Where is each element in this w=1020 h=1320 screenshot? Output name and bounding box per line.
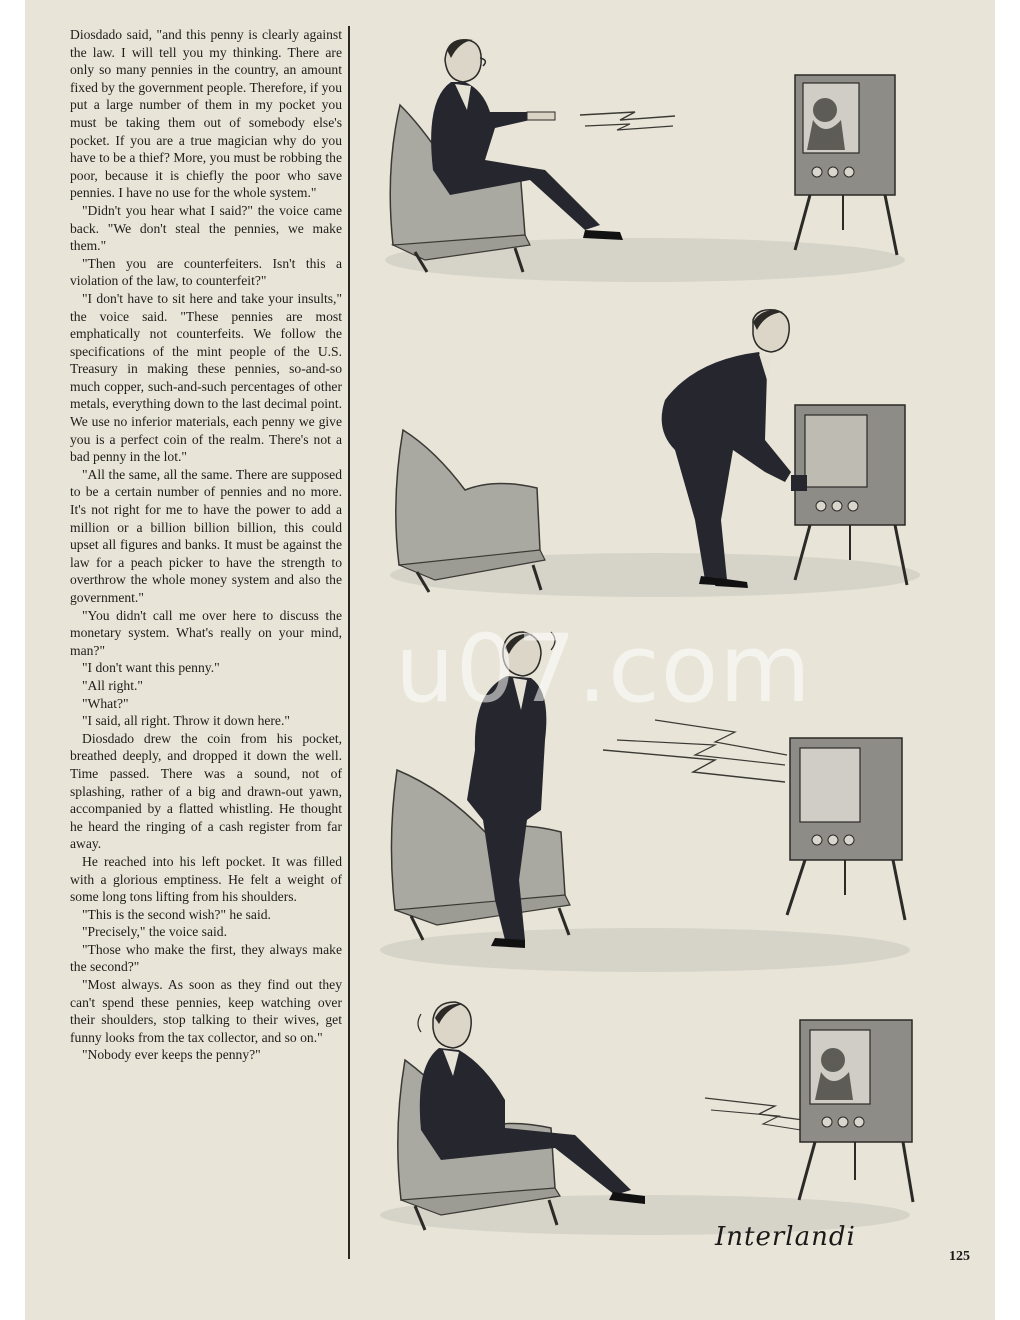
article-paragraph-5: "All the same, all the same. There are supposed to be a certain number of pennies and no more. It's not right for me to have the power to add a million or a billion billion billion, this could upset all figures and banks. It must be against the law for a peach picker to have the strength to overthrow the whole money system and also the government." [70,466,342,605]
panel-1-seated-remote [385,39,905,282]
article-paragraph-9: "What?" [82,695,129,711]
page-number: 125 [949,1249,970,1264]
television-set [795,75,897,255]
article-paragraph-17: "Nobody ever keeps the penny?" [82,1047,261,1063]
article-paragraph-15: "Those who make the first, they always make the second?" [70,941,342,975]
article-paragraph-2: "Didn't you hear what I said?" the voice came back. "We don't steal the pennies, we make them." [70,202,342,254]
article-paragraph-1: Diosdado said, "and this penny is clearly against the law. I will tell you my thinking. There are only so many pennies in the country, an amount fixed by the government people. Therefore, if you put a large number of them in my pocket you must be taking them out of somebody else's pocket. If you are a true magician why do you have to be a thief? More, you must be robbing the poor, because it is chiefly the poor who save pennies. I have no use for the whole system." [70,27,342,201]
article-paragraph-11: Diosdado drew the coin from his pocket, breathed deeply, and dropped it down the well. Time passed. There was a sound, not of splashing, rather of a big and drawn-out yawn, accompanied by a flatted whistling. He thought he heard the ringing of a cash register from far away. [70,730,342,852]
television-set [787,738,905,920]
article-paragraph-4: "I don't have to sit here and take your insults," the voice said. "These pennies are most emphatically not counterfeits. We follow the specifications of the mint people of the U.S. Treasury in making these pennies, so-and-so much copper, such-and-such percentages of other metals, everything down to the last decimal point. We use no inferior materials, each penny we give you is a perfect coin of the realm. There's not a bad penny in the lot." [70,290,342,465]
column-rule [348,26,350,1259]
article-text-column [70,26,342,1064]
article-paragraph-10: "I said, all right. Throw it down here." [82,713,290,729]
article-paragraph-13: "This is the second wish?" he said. [82,906,271,922]
magazine-page [25,0,995,1320]
television-set [799,1020,913,1202]
article-paragraph-12: He reached into his left pocket. It was filled with a glorious emptiness. He felt a weight of some long tons lifting from his shoulders. [70,853,342,905]
panel-4-seated-again [380,1002,913,1235]
man-figure [662,310,791,588]
watermark: u07.com [395,615,812,724]
artist-signature: Interlandi [715,1222,856,1252]
article-paragraph-6: "You didn't call me over here to discuss the monetary system. What's really on your mind, man?" [70,607,342,658]
article-paragraph-16: "Most always. As soon as they find out they can't spend these pennies, keep watching over their shoulders, stop talking to their wives, get funny looks from the tax collector, and so on." [70,977,342,1045]
article-paragraph-7: "I don't want this penny." [82,660,220,676]
article-paragraph-3: "Then you are counterfeiters. Isn't this a violation of the law, to counterfeit?" [70,255,342,289]
panel-2-man-at-tv [390,310,920,597]
article-paragraph-14: "Precisely," the voice said. [82,924,227,940]
article-paragraph-8: "All right." [82,677,143,693]
